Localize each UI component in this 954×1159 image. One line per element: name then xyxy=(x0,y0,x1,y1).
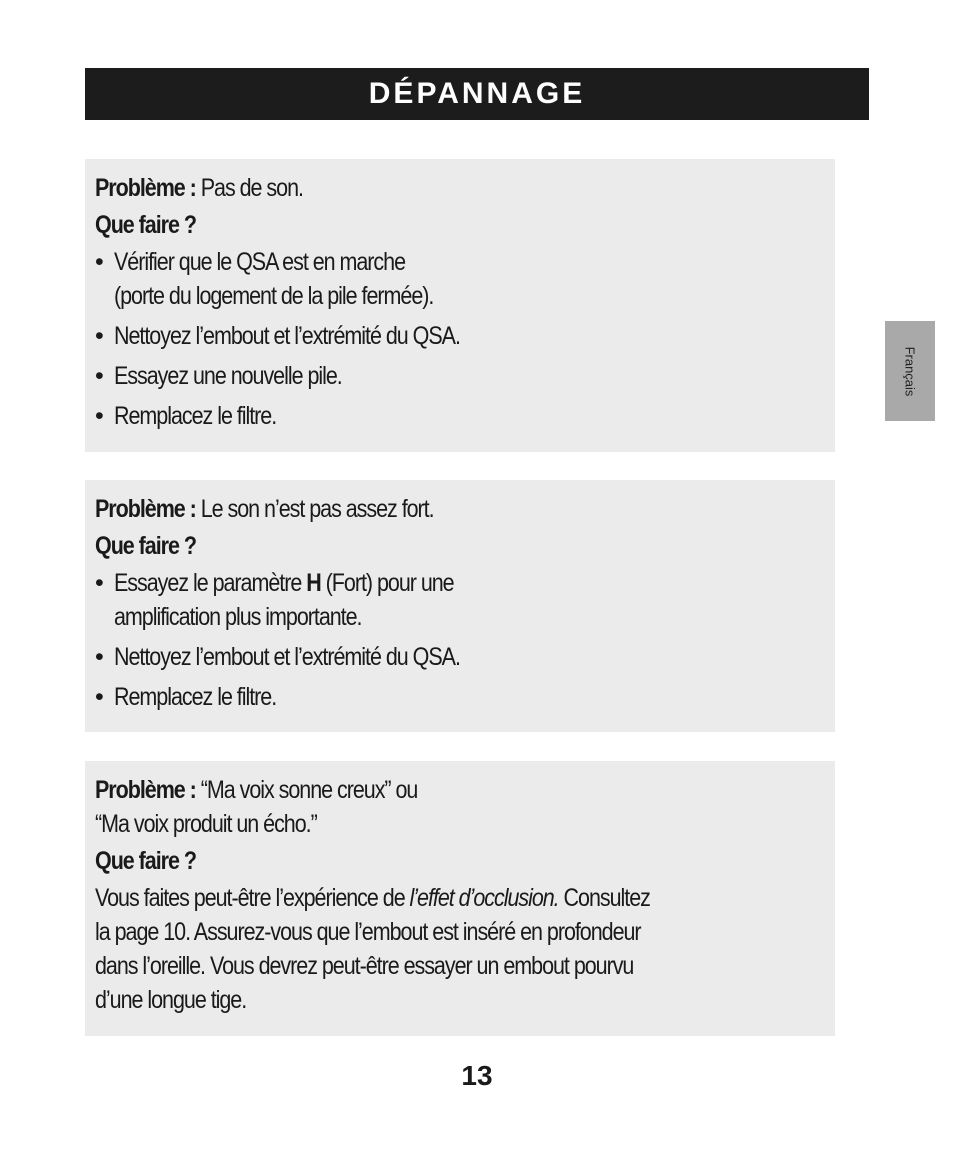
problem-text: “Ma voix sonne creux” ou xyxy=(195,776,418,804)
bullet-text-part: Essayez le paramètre xyxy=(114,569,307,597)
list-item xyxy=(95,359,825,393)
problem-line xyxy=(95,492,723,526)
problem-line xyxy=(95,171,723,205)
troubleshooting-box-echo xyxy=(85,761,835,1036)
problem-label: Problème : xyxy=(95,174,196,202)
bullet-icon: • xyxy=(95,402,104,430)
bullet-text-part: (Fort) pour une xyxy=(320,569,454,597)
bullet-text: Vérifier que le QSA est en marche xyxy=(114,248,406,276)
problem-label: Problème : xyxy=(95,495,196,523)
list-item xyxy=(95,399,825,433)
todo-heading: Que faire ? xyxy=(95,211,196,239)
paragraph-line: dans l’oreille. Vous devrez peut-être essayer un embout pourvu xyxy=(95,952,634,980)
page-number: 13 xyxy=(461,1060,493,1091)
paragraph-text: Consultez xyxy=(558,884,650,912)
bullet-text: Essayez une nouvelle pile. xyxy=(114,362,342,390)
bullet-icon: • xyxy=(95,569,104,597)
bullet-icon: • xyxy=(95,248,104,276)
list-item xyxy=(95,245,825,313)
list-item xyxy=(95,640,825,674)
bullet-text xyxy=(114,566,454,600)
bullet-icon: • xyxy=(95,643,104,671)
problem-text: “Ma voix produit un écho.” xyxy=(95,810,317,838)
problem-line xyxy=(95,773,723,807)
bullet-text: Nettoyez l’embout et l’extrémité du QSA. xyxy=(114,322,460,350)
page-title: DÉPANNAGE xyxy=(368,77,586,110)
problem-label: Problème : xyxy=(95,776,196,804)
language-tab-label: Français xyxy=(902,346,918,396)
bullet-text: amplification plus importante. xyxy=(114,603,362,631)
list-item xyxy=(95,566,825,634)
bullet-icon: • xyxy=(95,683,104,711)
list-item xyxy=(95,319,825,353)
bullet-text: Remplacez le filtre. xyxy=(114,683,277,711)
todo-heading: Que faire ? xyxy=(95,847,196,875)
problem-text: Le son n’est pas assez fort. xyxy=(195,495,434,523)
paragraph xyxy=(95,881,825,1017)
bullet-text: Remplacez le filtre. xyxy=(114,402,277,430)
language-tab xyxy=(885,321,935,421)
setting-letter: H xyxy=(306,569,321,597)
troubleshooting-box-no-sound xyxy=(85,159,835,452)
paragraph-line: la page 10. Assurez-vous que l’embout est inséré en profondeur xyxy=(95,918,641,946)
troubleshooting-box-not-loud xyxy=(85,480,835,732)
section-header xyxy=(85,68,869,120)
bullet-text: (porte du logement de la pile fermée). xyxy=(114,282,434,310)
bullet-text: Nettoyez l’embout et l’extrémité du QSA. xyxy=(114,643,460,671)
problem-text: Pas de son. xyxy=(195,174,303,202)
todo-heading: Que faire ? xyxy=(95,532,196,560)
bullet-icon: • xyxy=(95,362,104,390)
paragraph-line: d’une longue tige. xyxy=(95,986,247,1014)
list-item xyxy=(95,680,825,714)
paragraph-text: Vous faites peut-être l’expérience de xyxy=(95,884,410,912)
paragraph-line xyxy=(95,881,723,915)
occlusion-effect-term: l’effet d’occlusion. xyxy=(409,884,559,912)
bullet-icon: • xyxy=(95,322,104,350)
